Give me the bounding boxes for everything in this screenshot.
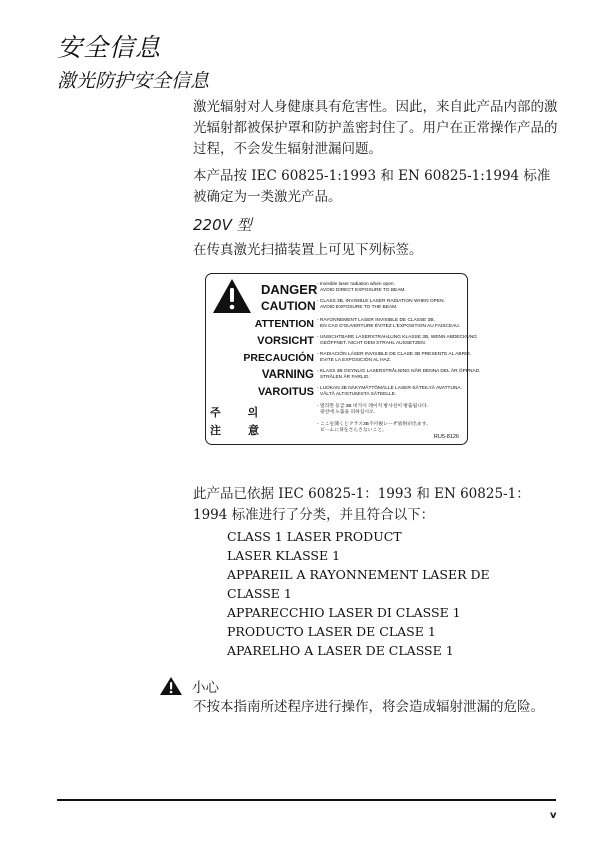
label-row-line: EVITE LA EXPOSICIÓN AL HAZ. xyxy=(320,358,391,363)
label-row-line: - 열리면 등급 3B 비가시 레이저 방사선이 방출됩니다. xyxy=(317,404,428,409)
class-line: PRODUCTO LASER DE CLASE 1 xyxy=(227,624,436,639)
label-row-heading: DANGER xyxy=(261,282,318,297)
laser-warning-label xyxy=(205,273,481,445)
standard-paragraph: 本产品按 IEC 60825-1:1993 和 EN 60825-1:1994 标准被确定为一类激光产品。 xyxy=(193,168,551,205)
label-row-heading: 주 의 xyxy=(210,407,267,419)
label-row-heading: PRECAUCIÓN xyxy=(243,352,314,364)
label-row-text xyxy=(317,386,467,398)
label-row-heading: VARNING xyxy=(261,369,314,381)
page-title: 安全信息 xyxy=(57,33,162,62)
label-row-line: STRÅLEN ÄR FARLIG. xyxy=(320,375,370,380)
label-row-heading: VORSICHT xyxy=(257,335,314,347)
warning-triangle-icon xyxy=(159,676,183,696)
label-row-text xyxy=(317,318,467,330)
footer-rule xyxy=(57,799,556,801)
label-row-text xyxy=(317,422,467,434)
label-row-line: EN CAS D'OUVERTURE ÉVITEZ L'EXPOSITION AU FAISCEAU. xyxy=(320,324,461,329)
label-row-line: - ここを開くとクラス3B不可視レーザ放射が出ます。 xyxy=(317,422,431,427)
label-row-text xyxy=(317,404,467,416)
warning-triangle-icon xyxy=(212,278,252,314)
label-row-line: GEÖFFNET. NICHT DEM STRAHL AUSSETZEN. xyxy=(320,341,427,346)
label-row-text xyxy=(317,352,472,364)
label-row-heading: CAUTION xyxy=(261,299,316,313)
class-line: APPAREIL A RAYONNEMENT LASER DE xyxy=(227,567,490,582)
section-title: 激光防护安全信息 xyxy=(57,70,210,92)
label-row-heading: 注 意 xyxy=(210,425,267,437)
label-row-heading: ATTENTION xyxy=(254,318,314,330)
model-heading: 220V 型 xyxy=(193,216,252,234)
caution-text: 不按本指南所述程序进行操作，将会造成辐射泄漏的危险。 xyxy=(193,699,544,715)
intro-paragraph: 激光辐射对人身健康具有危害性。因此，来自此产品内部的激光辐射都被保护罩和防护盖密封住了。用户在正常操作产品的过程，不会发生辐射泄漏问题。 xyxy=(193,99,558,157)
label-row-line: - Invisible laser radiation when open. xyxy=(317,282,395,287)
label-row-line: - CLASS 3B, INVISIBLE LASER RADIATION WHEN OPEN. xyxy=(317,299,445,304)
class-line: APARELHO A LASER DE CLASSE 1 xyxy=(227,643,454,658)
label-row-line: AVOID EXPOSURE TO THE BEAM. xyxy=(320,305,398,310)
label-row-text xyxy=(317,282,467,294)
label-row-line: VÄLTÄ ALTISTUMISTA SÄTEELLE. xyxy=(320,392,397,397)
label-row-text xyxy=(317,299,467,311)
label-row-line: - LUOKAN 3B NÄKYMÄTTÖMÄLLE LASER-SÄTEILYÄ AVATTUNA. xyxy=(317,386,462,391)
label-intro-paragraph: 在传真激光扫描装置上可见下列标签。 xyxy=(193,242,423,258)
label-row-line: - RADIACIÓN LÁSER INVISIBLE DE CLASE 3B PRESENTE AL ABRIR. xyxy=(317,352,472,357)
label-row-line: - KLASS 3B OSYNLIG LASERSTRÅLNING NÄR DENNA DEL ÄR ÖPPNAD. xyxy=(317,369,481,374)
label-row-text xyxy=(317,335,477,347)
label-row-line: ビームに身をさらさないこと。 xyxy=(320,428,387,433)
label-row-line: - UNSICHTBARE LASERSTRAHLUNG KLASSE 3B, WENN ABDECKUNG xyxy=(317,335,477,340)
label-row-line: - RAYONNEMENT LASER INVISIBLE DE CLASSE 3B. xyxy=(317,318,435,323)
class-line: LASER KLASSE 1 xyxy=(227,548,341,563)
class-line: CLASS 1 LASER PRODUCT xyxy=(227,529,402,544)
class-line: CLASSE 1 xyxy=(227,586,292,601)
label-code: RU5-8126 xyxy=(433,434,459,440)
caution-title: 小心 xyxy=(192,680,219,696)
label-row-line: AVOID DIRECT EXPOSURE TO BEAM. xyxy=(320,288,406,293)
class-list xyxy=(227,527,490,660)
page-number: v xyxy=(550,810,557,821)
class-line: APPARECCHIO LASER DI CLASSE 1 xyxy=(227,605,461,620)
compliance-paragraph: 此产品已依据 IEC 60825-1：1993 和 EN 60825-1：1994 标准进行了分类，并且符合以下： xyxy=(193,486,530,523)
label-row-line: 광선에 노출을 피하십시오. xyxy=(320,410,375,415)
label-row-text xyxy=(317,369,481,381)
label-row-heading: VAROITUS xyxy=(257,386,314,398)
